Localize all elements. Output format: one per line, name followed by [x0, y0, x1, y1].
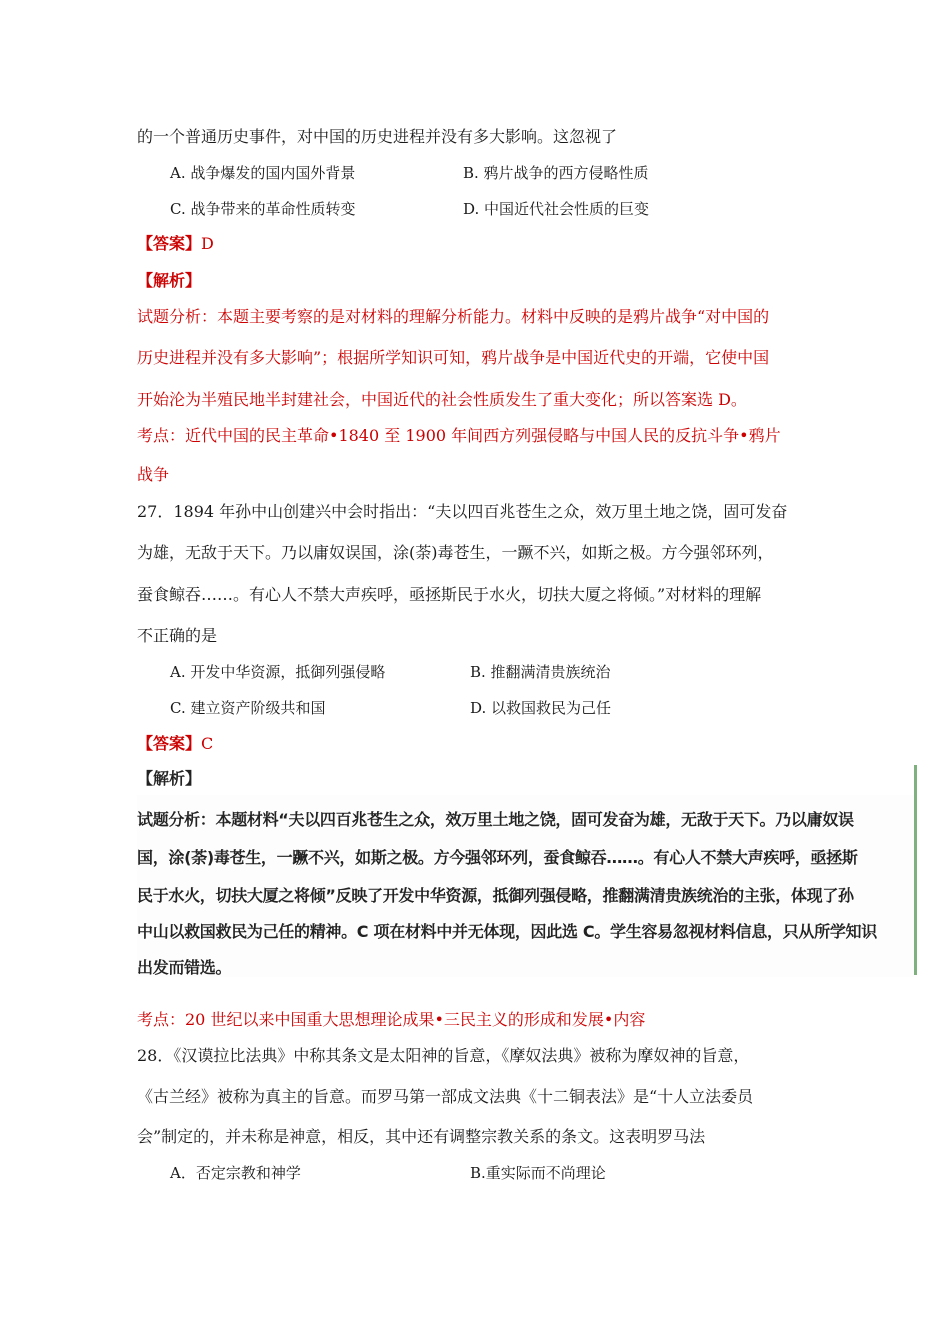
q26-kaodian-line: 考点：近代中国的民主革命•1840 至 1900 年间西方列强侵略与中国人民的反抗斗争•鸦片 — [137, 426, 781, 445]
q26-analysis-label: 【解析】 — [137, 271, 202, 290]
q26-option-b: B. 鸦片战争的西方侵略性质 — [463, 164, 649, 182]
q27-stem-line: 不正确的是 — [137, 626, 218, 645]
q28-option-b: B.重实际而不尚理论 — [470, 1164, 606, 1182]
q27-analysis-line: 中山以救国救民为己任的精神。C 项在材料中并无体现，因此选 C。学生容易忽视材料信息，只从所学知识 — [137, 922, 877, 941]
q26-option-d: D. 中国近代社会性质的巨变 — [463, 200, 650, 218]
q27-stem-line: 27．1894 年孙中山创建兴中会时指出：“夫以四百兆苍生之众，效万里土地之饶，固可发奋 — [137, 502, 788, 521]
scan-edge — [914, 765, 917, 975]
answer-label: 【答案】 — [137, 234, 202, 253]
q27-option-c: C. 建立资产阶级共和国 — [170, 699, 326, 717]
q28-stem-line: 会”制定的，并未称是神意，相反，其中还有调整宗教关系的条文。这表明罗马法 — [137, 1127, 706, 1146]
q27-answer — [137, 733, 213, 755]
q27-analysis-line: 试题分析：本题材料“夫以四百兆苍生之众，效万里土地之饶，固可发奋为雄，无敌于天下。乃以庸奴误 — [137, 810, 854, 829]
q26-analysis-line: 试题分析：本题主要考察的是对材料的理解分析能力。材料中反映的是鸦片战争“对中国的 — [137, 307, 770, 326]
q27-analysis-line: 国，涂(荼)毒苍生，一蹶不兴，如斯之极。方今强邻环列，蚕食鲸吞……。有心人不禁大声疾呼，亟拯斯 — [137, 848, 858, 867]
q26-kaodian-line: 战争 — [137, 465, 170, 484]
q26-analysis-line: 开始沦为半殖民地半封建社会，中国近代的社会性质发生了重大变化；所以答案选 D。 — [137, 390, 747, 409]
q26-option-c: C. 战争带来的革命性质转变 — [170, 200, 356, 218]
q27-analysis-scan — [137, 795, 917, 977]
q27-option-a: A. 开发中华资源，抵御列强侵略 — [170, 663, 386, 681]
q28-stem-line: 《古兰经》被称为真主的旨意。而罗马第一部成文法典《十二铜表法》是“十人立法委员 — [137, 1087, 754, 1106]
q26-stem-tail: 的一个普通历史事件，对中国的历史进程并没有多大影响。这忽视了 — [137, 127, 618, 146]
answer-value: C — [201, 734, 214, 753]
q28-option-a: A．否定宗教和神学 — [170, 1164, 301, 1182]
answer-label: 【答案】 — [137, 734, 202, 753]
q27-stem-line: 为雄，无敌于天下。乃以庸奴误国，涂(荼)毒苍生，一蹶不兴，如斯之极。方今强邻环列， — [137, 543, 774, 562]
q26-option-a: A. 战争爆发的国内国外背景 — [170, 164, 356, 182]
q26-analysis-line: 历史进程并没有多大影响”；根据所学知识可知，鸦片战争是中国近代史的开端，它使中国 — [137, 348, 770, 367]
q27-analysis-line: 民于水火，切扶大厦之将倾”反映了开发中华资源，抵御列强侵略，推翻满清贵族统治的主张，体现了孙 — [137, 886, 854, 905]
q27-analysis-label: 【解析】 — [137, 769, 202, 788]
q27-analysis-line: 出发而错选。 — [137, 958, 232, 977]
answer-value: D — [201, 234, 214, 253]
q27-stem-line: 蚕食鲸吞……。有心人不禁大声疾呼，亟拯斯民于水火，切扶大厦之将倾。”对材料的理解 — [137, 585, 762, 604]
q27-option-b: B. 推翻满清贵族统治 — [470, 663, 611, 681]
q27-kaodian: 考点：20 世纪以来中国重大思想理论成果•三民主义的形成和发展•内容 — [137, 1010, 646, 1029]
q28-stem-line: 28．《汉谟拉比法典》中称其条文是太阳神的旨意，《摩奴法典》被称为摩奴神的旨意， — [137, 1046, 750, 1065]
q27-option-d: D. 以救国救民为己任 — [470, 699, 612, 717]
q26-answer — [137, 233, 214, 255]
